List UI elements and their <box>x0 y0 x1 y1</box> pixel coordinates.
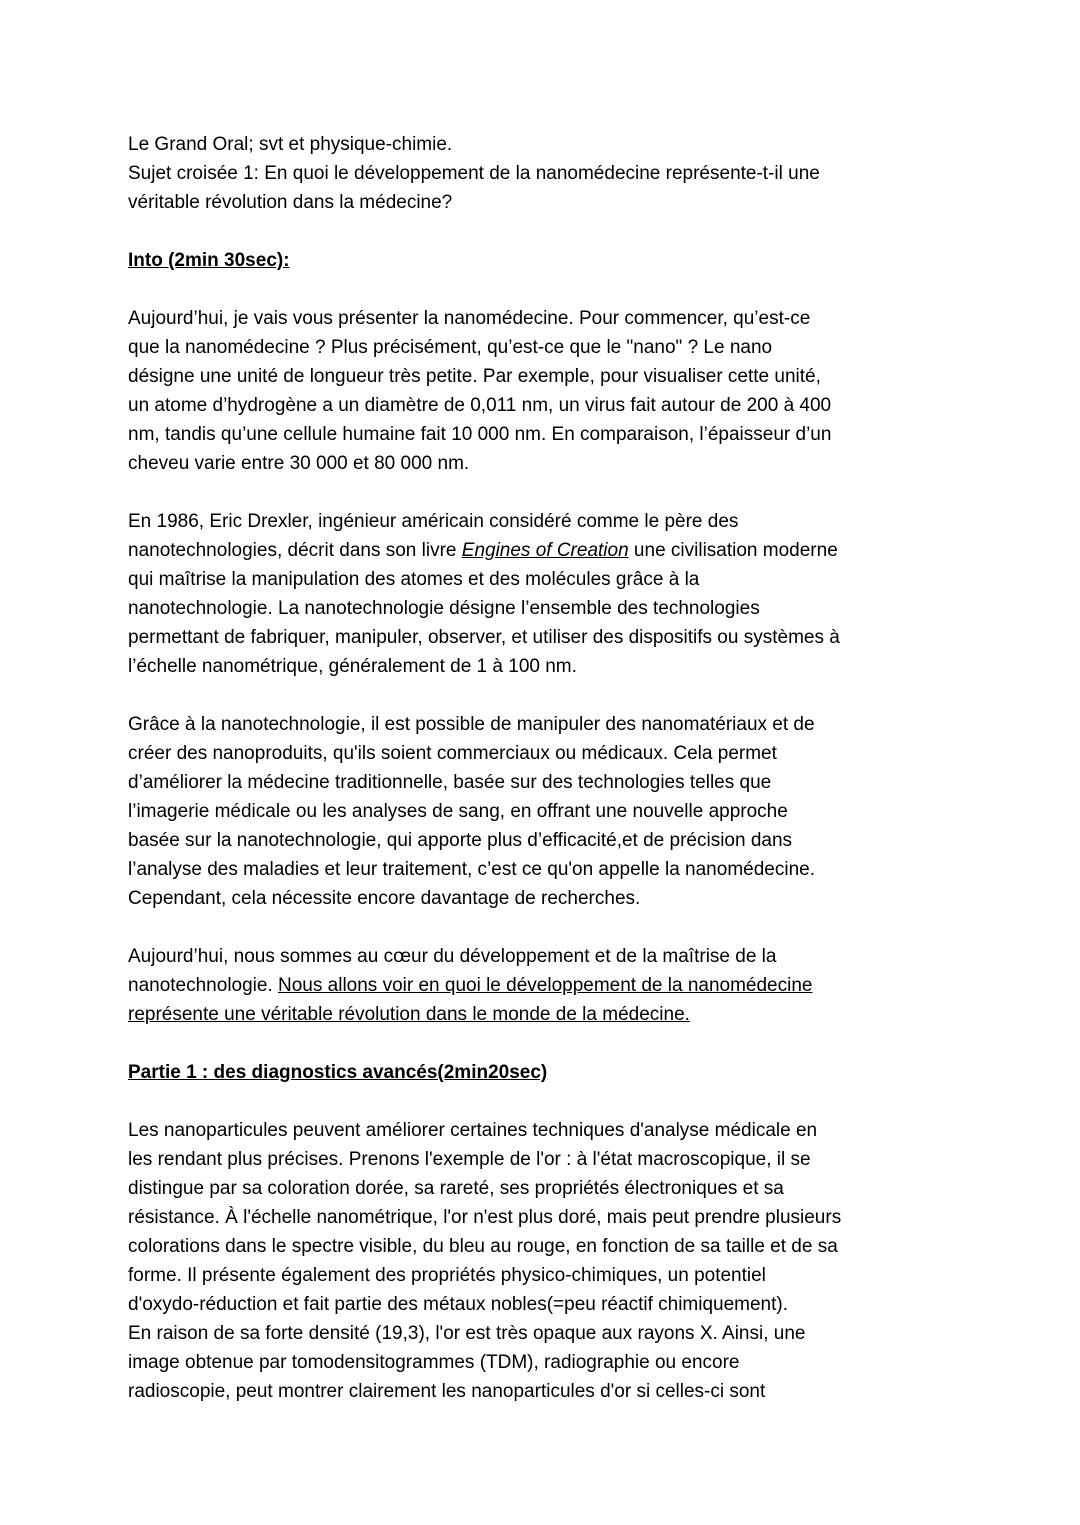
text-line <box>128 971 841 1000</box>
text-line <box>128 449 841 478</box>
text-segment: Engines of Creation <box>461 540 629 561</box>
text-line <box>128 1145 841 1174</box>
heading-into <box>128 246 841 275</box>
text-line <box>128 420 841 449</box>
text-line <box>128 768 841 797</box>
text-line <box>128 1319 841 1348</box>
text-segment: Partie 1 : des diagnostics avancés(2min20sec) <box>128 1062 548 1083</box>
text-segment: l’échelle nanométrique, généralement de 1 à 100 nm. <box>128 656 577 677</box>
text-segment: nanotechnologie. La nanotechnologie désigne l’ensemble des technologies <box>128 598 760 619</box>
text-segment: Le Grand Oral; svt et physique-chimie. <box>128 134 453 155</box>
text-segment: nm, tandis qu’une cellule humaine fait 10 000 nm. En comparaison, l’épaisseur d’un <box>128 424 832 445</box>
text-line <box>128 159 841 188</box>
paragraph-drexler <box>128 507 841 681</box>
text-segment: l’imagerie médicale ou les analyses de sang, en offrant une nouvelle approche <box>128 801 788 822</box>
text-line <box>128 130 841 159</box>
text-line <box>128 623 841 652</box>
text-line <box>128 884 841 913</box>
text-line <box>128 652 841 681</box>
title-block <box>128 130 841 217</box>
text-segment: distingue par sa coloration dorée, sa rareté, ses propriétés électroniques et sa <box>128 1178 784 1199</box>
text-segment: Nous allons voir en quoi le développement de la nanomédecine <box>278 975 813 996</box>
text-line <box>128 1116 841 1145</box>
text-segment: Sujet croisée 1: En quoi le développement de la nanomédecine représente-t-il une <box>128 163 820 184</box>
text-segment: colorations dans le spectre visible, du bleu au rouge, en fonction de sa taille et de sa <box>128 1236 838 1257</box>
text-line <box>128 710 841 739</box>
text-segment: nanotechnologies, décrit dans son livre <box>128 540 462 561</box>
text-line <box>128 1000 841 1029</box>
text-line <box>128 1058 841 1087</box>
text-segment: basée sur la nanotechnologie, qui apporte plus d’efficacité,et de précision dans <box>128 830 793 851</box>
text-line <box>128 826 841 855</box>
paragraph-intro-nano <box>128 304 841 478</box>
text-segment: désigne une unité de longueur très petite. Par exemple, pour visualiser cette unité, <box>128 366 821 387</box>
text-line <box>128 855 841 884</box>
paragraph-partie-1 <box>128 1116 841 1406</box>
text-segment: Grâce à la nanotechnologie, il est possible de manipuler des nanomatériaux et de <box>128 714 815 735</box>
text-segment: En raison de sa forte densité (19,3), l'or est très opaque aux rayons X. Ainsi, une <box>128 1323 806 1344</box>
text-line <box>128 507 841 536</box>
text-segment: Cependant, cela nécessite encore davantage de recherches. <box>128 888 641 909</box>
text-segment: une civilisation moderne <box>628 540 838 561</box>
text-line <box>128 333 841 362</box>
text-line <box>128 1174 841 1203</box>
text-segment: les rendant plus précises. Prenons l'exemple de l'or : à l'état macroscopique, il se <box>128 1149 811 1170</box>
text-segment: qui maîtrise la manipulation des atomes et des molécules grâce à la <box>128 569 700 590</box>
text-segment: créer des nanoproduits, qu'ils soient commerciaux ou médicaux. Cela permet <box>128 743 777 764</box>
text-segment: permettant de fabriquer, manipuler, observer, et utiliser des dispositifs ou systèmes à <box>128 627 840 648</box>
document-content <box>128 130 841 1406</box>
text-line <box>128 1377 841 1406</box>
text-line <box>128 1203 841 1232</box>
text-line <box>128 246 841 275</box>
text-segment: Aujourd’hui, je vais vous présenter la nanomédecine. Pour commencer, qu’est-ce <box>128 308 811 329</box>
text-segment: d'oxydo-réduction et fait partie des métaux nobles(=peu réactif chimiquement). <box>128 1294 789 1315</box>
heading-partie-1 <box>128 1058 841 1087</box>
text-segment: Aujourd’hui, nous sommes au cœur du développement et de la maîtrise de la <box>128 946 777 967</box>
text-line <box>128 1290 841 1319</box>
text-segment: En 1986, Eric Drexler, ingénieur américain considéré comme le père des <box>128 511 739 532</box>
text-line <box>128 565 841 594</box>
text-segment: que la nanomédecine ? Plus précisément, qu’est-ce que le "nano" ? Le nano <box>128 337 773 358</box>
text-line <box>128 362 841 391</box>
text-line <box>128 594 841 623</box>
text-segment: l’analyse des maladies et leur traitement, c’est ce qu'on appelle la nanomédecine. <box>128 859 815 880</box>
text-line <box>128 536 841 565</box>
text-segment: résistance. À l'échelle nanométrique, l'or n'est plus doré, mais peut prendre plusieurs <box>128 1207 842 1228</box>
text-segment: radioscopie, peut montrer clairement les nanoparticules d'or si celles-ci sont <box>128 1381 766 1402</box>
text-segment: Les nanoparticules peuvent améliorer certaines techniques d'analyse médicale en <box>128 1120 818 1141</box>
paragraph-transition <box>128 942 841 1029</box>
text-segment: cheveu varie entre 30 000 et 80 000 nm. <box>128 453 470 474</box>
text-line <box>128 739 841 768</box>
text-segment: Into (2min 30sec): <box>128 250 290 271</box>
text-line <box>128 1348 841 1377</box>
text-line <box>128 391 841 420</box>
text-line <box>128 942 841 971</box>
text-line <box>128 304 841 333</box>
text-segment: un atome d’hydrogène a un diamètre de 0,011 nm, un virus fait autour de 200 à 400 <box>128 395 832 416</box>
text-line <box>128 1261 841 1290</box>
paragraph-nanotech-benefits <box>128 710 841 913</box>
text-segment: forme. Il présente également des propriétés physico-chimiques, un potentiel <box>128 1265 766 1286</box>
text-line <box>128 188 841 217</box>
text-line <box>128 797 841 826</box>
text-segment: véritable révolution dans la médecine? <box>128 192 453 213</box>
text-segment: nanotechnologie. <box>128 975 279 996</box>
text-segment: image obtenue par tomodensitogrammes (TDM), radiographie ou encore <box>128 1352 740 1373</box>
text-segment: représente une véritable révolution dans le monde de la médecine. <box>128 1004 690 1025</box>
text-segment: d’améliorer la médecine traditionnelle, basée sur des technologies telles que <box>128 772 772 793</box>
text-line <box>128 1232 841 1261</box>
